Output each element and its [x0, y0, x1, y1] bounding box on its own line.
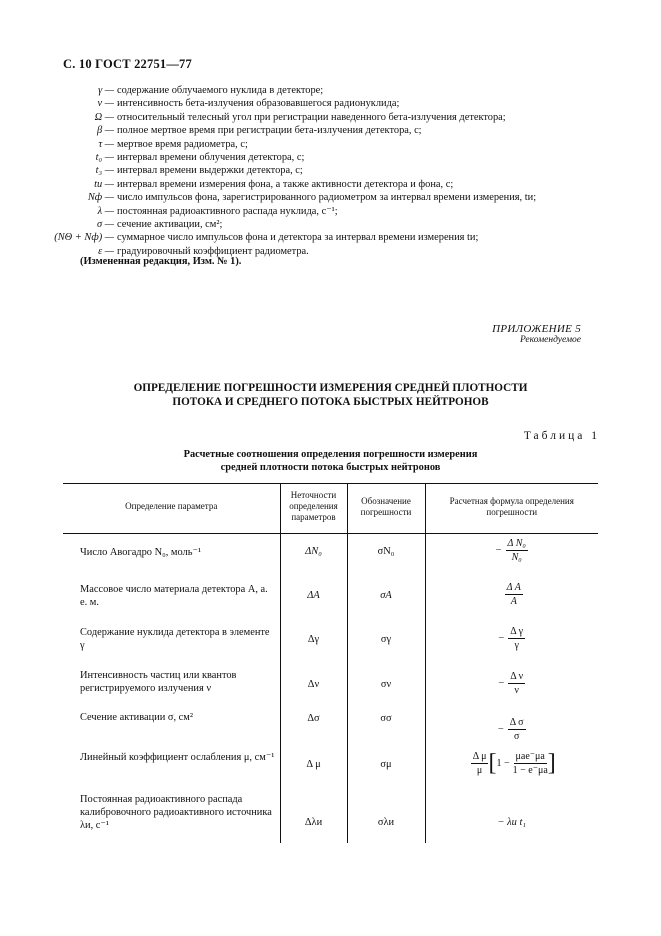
table-row	[63, 749, 598, 787]
fraction-denominator: ν	[514, 684, 519, 696]
formula	[501, 582, 523, 607]
notation-symbol: β —	[96, 125, 114, 137]
notation-description: градуировочный коэффициент радиометра.	[117, 245, 309, 257]
formula-cell	[425, 749, 598, 787]
symbol-cell	[347, 787, 425, 843]
notation-symbol: (NΘ + Nф) —	[54, 232, 114, 244]
error-table	[63, 483, 598, 843]
symbol-cell	[347, 534, 425, 578]
revision-note: (Измененная редакция, Изм. № 1).	[80, 256, 242, 267]
fraction	[508, 671, 525, 696]
symbol-value: σμ	[380, 758, 392, 770]
param-cell	[63, 707, 280, 749]
notation-description: число импульсов фона, зарегистрированного радиометром за интервал времени измерения, tи;	[117, 192, 537, 204]
inaccuracy-cell	[280, 663, 347, 707]
fraction	[508, 626, 525, 651]
inaccuracy-value: Δν	[307, 678, 320, 690]
fraction-denominator: 1 − e⁻μa	[512, 764, 548, 776]
symbol-value: σλи	[377, 816, 395, 828]
notation-description: полное мертвое время при регистрации бета-излучения детектора, с;	[117, 125, 422, 137]
notation-symbol: t₃ —	[95, 165, 114, 177]
formula-sign: −	[498, 677, 505, 689]
notation-description: содержание облучаемого нуклида в детекторе;	[117, 85, 324, 96]
param-text: Содержание нуклида детектора в элементе γ	[80, 626, 270, 651]
column-header: Обозначение погрешности	[347, 484, 425, 534]
formula-cell	[425, 663, 598, 707]
fraction-denominator: μ	[476, 764, 483, 776]
notation-description: интервал времени облучения детектора, с;	[117, 152, 305, 164]
right-bracket: ]	[547, 750, 556, 776]
section-title-line: ПОТОКА И СРЕДНЕГО ПОТОКА БЫСТРЫХ НЕЙТРОНОВ	[172, 395, 489, 408]
symbol-value: σσ	[380, 712, 392, 724]
formula-inner-one: 1 −	[496, 757, 510, 769]
inaccuracy-value: ΔN₀	[305, 546, 322, 557]
table-caption-line: средней плотности потока быстрых нейтронов	[220, 461, 441, 473]
notation-symbol: t₀ —	[95, 152, 114, 164]
notation-item	[30, 124, 650, 137]
param-text: Интенсивность частиц или квантов регистрируемого излучения ν	[80, 669, 237, 694]
notation-item	[30, 218, 650, 231]
notation-list	[30, 84, 650, 258]
inaccuracy-cell	[280, 578, 347, 620]
fraction	[506, 538, 528, 563]
notation-item	[30, 84, 650, 97]
table-row	[63, 707, 598, 749]
table-row	[63, 787, 598, 843]
inaccuracy-cell	[280, 707, 347, 749]
param-cell	[63, 787, 280, 843]
notation-description: сечение активации, см²;	[117, 219, 223, 231]
inaccuracy-value: Δ μ	[306, 758, 321, 770]
fraction-denominator: N₀	[511, 552, 522, 563]
section-title	[63, 382, 598, 409]
table-header-row	[63, 484, 598, 534]
table-row	[63, 663, 598, 707]
inaccuracy-cell	[280, 749, 347, 787]
notation-symbol: τ —	[98, 138, 114, 150]
notation-item	[30, 231, 650, 244]
formula-cell	[425, 620, 598, 663]
notation-item	[30, 138, 650, 151]
inaccuracy-cell	[280, 620, 347, 663]
inaccuracy-cell	[280, 787, 347, 843]
param-text: Линейный коэффициент ослабления μ, см⁻¹	[80, 751, 275, 763]
formula-cell	[425, 578, 598, 620]
notation-description: относительный телесный угол при регистрации наведенного бета-излучения детектора;	[117, 111, 506, 123]
fraction-denominator: A	[510, 595, 517, 607]
symbol-value: σν	[380, 678, 392, 690]
left-bracket: [	[488, 750, 497, 776]
formula-sign: −	[497, 723, 504, 735]
notation-symbol: γ —	[98, 85, 114, 96]
notation-item	[30, 97, 650, 110]
notation-item	[30, 164, 650, 177]
param-text: Постоянная радиоактивного распада калибровочного радиоактивного источника λи, с⁻¹	[80, 793, 272, 831]
notation-item	[30, 151, 650, 164]
param-cell	[63, 663, 280, 707]
param-text: Массовое число материала детектора A, а. е. м.	[80, 583, 268, 608]
formula	[498, 626, 525, 651]
symbol-cell	[347, 663, 425, 707]
fraction-numerator: Δ γ	[510, 625, 524, 637]
column-header: Определение параметра	[63, 484, 280, 534]
fraction	[505, 582, 523, 607]
table-caption	[63, 449, 598, 474]
symbol-cell	[347, 749, 425, 787]
formula-cell	[425, 534, 598, 578]
fraction-numerator: Δ N₀	[507, 538, 526, 549]
symbol-cell	[347, 620, 425, 663]
fraction-numerator: Δ ν	[510, 670, 524, 682]
notation-description: постоянная радиоактивного распада нуклида, с⁻¹;	[117, 205, 338, 217]
inner-fraction	[513, 751, 548, 776]
symbol-value: σA	[380, 589, 392, 601]
table-caption-line: Расчетные соотношения определения погрешности измерения	[183, 449, 478, 460]
formula-sign: −	[495, 545, 502, 556]
formula-text: − λи t₁	[497, 816, 526, 828]
inaccuracy-cell	[280, 534, 347, 578]
notation-item	[30, 191, 650, 204]
notation-description: интервал времени выдержки детектора, с;	[117, 165, 303, 177]
inaccuracy-value: Δσ	[307, 712, 320, 724]
notation-description: суммарное число импульсов фона и детектора за интервал времени измерения tи;	[117, 232, 479, 244]
formula	[498, 717, 526, 742]
column-header: Расчетная формула определения погрешности	[425, 484, 598, 534]
appendix-block	[492, 323, 581, 345]
inaccuracy-value: ΔA	[307, 589, 320, 601]
fraction-denominator: γ	[514, 639, 519, 651]
notation-item	[30, 205, 650, 218]
notation-item	[30, 178, 650, 191]
inaccuracy-value: Δλи	[304, 816, 323, 828]
table-label: Таблица 1	[523, 430, 600, 442]
symbol-cell	[347, 578, 425, 620]
notation-symbol: Ω —	[94, 111, 114, 123]
formula-sign: −	[498, 632, 505, 644]
fraction-numerator: Δ A	[506, 581, 521, 593]
notation-description: интервал времени измерения фона, а также активности детектора и фона, с;	[117, 178, 454, 190]
notation-description: интенсивность бета-излучения образовавшегося радионуклида;	[117, 98, 400, 110]
formula	[496, 538, 528, 563]
param-text: Сечение активации σ, см²	[80, 711, 193, 723]
table-row	[63, 534, 598, 578]
fraction	[508, 717, 526, 742]
table-row	[63, 578, 598, 620]
notation-symbol: Nф —	[87, 192, 114, 204]
param-cell	[63, 749, 280, 787]
symbol-value: σγ	[380, 633, 392, 645]
formula-cell	[425, 707, 598, 749]
appendix-title: ПРИЛОЖЕНИЕ 5	[492, 323, 581, 335]
fraction	[471, 751, 489, 776]
notation-symbol: tи —	[94, 178, 114, 190]
column-header: Неточности определения параметров	[280, 484, 347, 534]
table-row	[63, 620, 598, 663]
section-title-line: ОПРЕДЕЛЕНИЕ ПОГРЕШНОСТИ ИЗМЕРЕНИЯ СРЕДНЕЙ ПЛОТНОСТИ	[133, 382, 528, 394]
fraction-denominator: σ	[513, 730, 520, 742]
param-text: Число Авогадро N₀, моль⁻¹	[80, 547, 202, 558]
symbol-value: σN₀	[377, 546, 395, 557]
fraction-numerator: Δ σ	[509, 716, 524, 728]
notation-item	[30, 111, 650, 124]
notation-symbol: σ —	[97, 219, 114, 231]
param-cell	[63, 578, 280, 620]
formula	[468, 751, 556, 776]
notation-description: мертвое время радиометра, с;	[117, 138, 248, 150]
param-cell	[63, 534, 280, 578]
notation-symbol: ν —	[97, 98, 114, 110]
fraction-numerator: μae⁻μa	[515, 750, 545, 762]
appendix-subtitle: Рекомендуемое	[519, 335, 581, 345]
symbol-cell	[347, 707, 425, 749]
formula	[498, 671, 525, 696]
fraction-numerator: Δ μ	[472, 750, 487, 762]
param-cell	[63, 620, 280, 663]
page-header: С. 10 ГОСТ 22751—77	[63, 57, 192, 71]
inaccuracy-value: Δγ	[307, 633, 320, 645]
notation-symbol: ε —	[98, 245, 114, 257]
formula-cell	[425, 787, 598, 843]
notation-symbol: λ —	[97, 205, 114, 217]
